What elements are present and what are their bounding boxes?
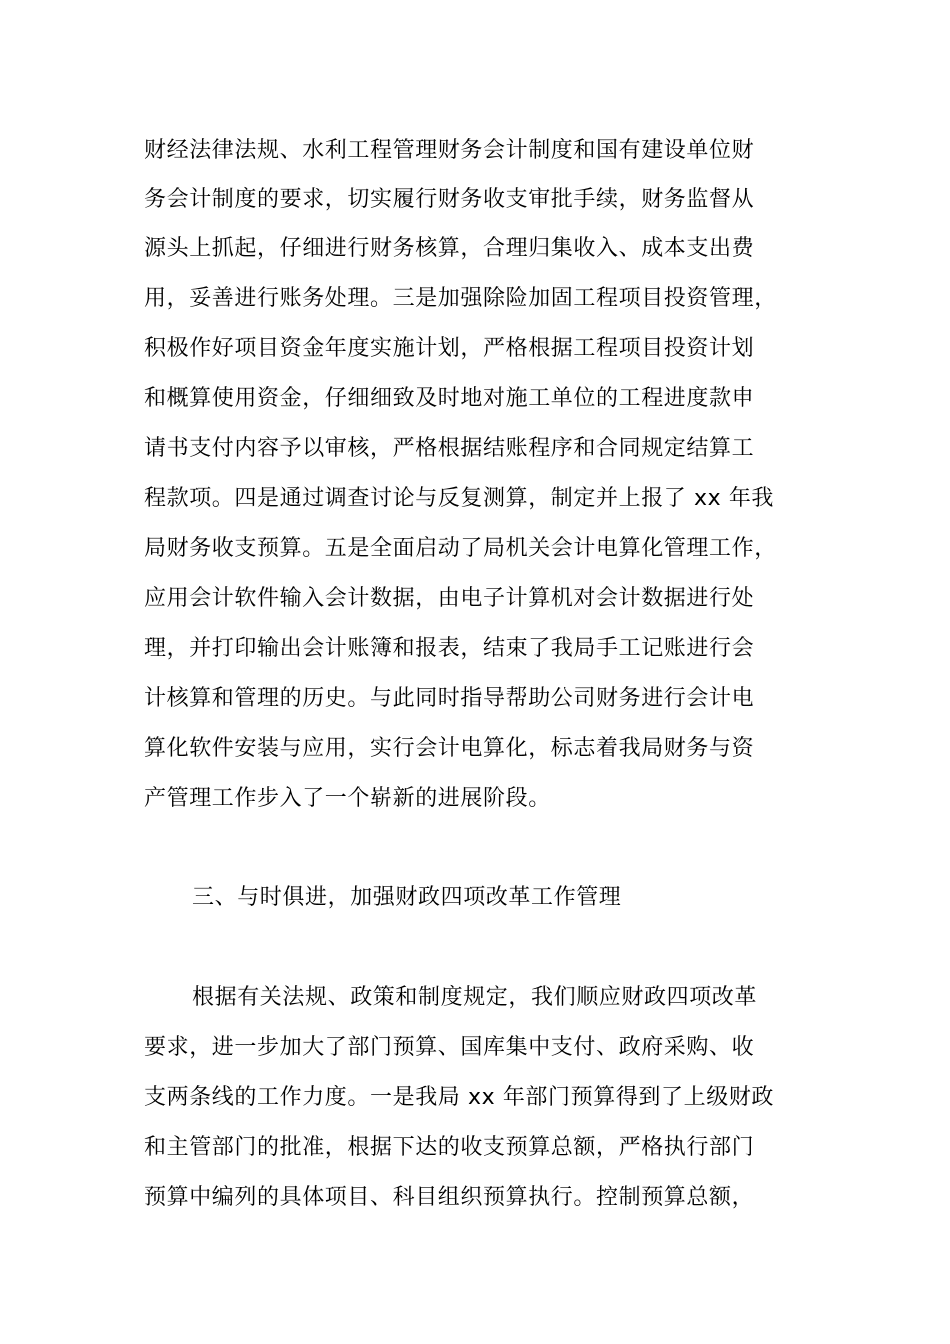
paragraph-1-line: 财经法律法规、水利工程管理财务会计制度和国有建设单位财 <box>144 138 755 163</box>
paragraph-1-line: 理，并打印输出会计账簿和报表，结束了我局手工记账进行会 <box>144 636 755 661</box>
section-heading: 三、与时俱进，加强财政四项改革工作管理 <box>192 885 622 910</box>
paragraph-1-line: 务会计制度的要求，切实履行财务收支审批手续，财务监督从 <box>144 187 755 212</box>
paragraph-2-line: 和主管部门的批准，根据下达的收支预算总额，严格执行部门 <box>144 1135 755 1160</box>
paragraph-2-line: 要求，进一步加大了部门预算、国库集中支付、政府采购、收 <box>144 1035 755 1060</box>
paragraph-1-line: 程款项。四是通过调查讨论与反复测算，制定并上报了 xx 年我 <box>144 486 775 511</box>
paragraph-1-line: 积极作好项目资金年度实施计划，严格根据工程项目投资计划 <box>144 336 755 361</box>
paragraph-2-line: 支两条线的工作力度。一是我局 xx 年部门预算得到了上级财政 <box>144 1085 775 1110</box>
paragraph-1-line: 请书支付内容予以审核，严格根据结账程序和合同规定结算工 <box>144 436 755 461</box>
paragraph-1-line: 源头上抓起，仔细进行财务核算，合理归集收入、成本支出费 <box>144 236 755 261</box>
paragraph-1-line: 应用会计软件输入会计数据，由电子计算机对会计数据进行处 <box>144 586 755 611</box>
paragraph-1-line: 和概算使用资金，仔细细致及时地对施工单位的工程进度款申 <box>144 386 755 411</box>
paragraph-1-line: 用，妥善进行账务处理。三是加强除险加固工程项目投资管理， <box>144 286 777 311</box>
paragraph-1-line: 计核算和管理的历史。与此同时指导帮助公司财务进行会计电 <box>144 686 755 711</box>
paragraph-1-line: 产管理工作步入了一个崭新的进展阶段。 <box>144 786 551 811</box>
paragraph-1-line: 算化软件安装与应用，实行会计电算化，标志着我局财务与资 <box>144 736 755 761</box>
paragraph-2-line: 根据有关法规、政策和制度规定，我们顺应财政四项改革 <box>192 985 758 1010</box>
paragraph-2-line: 预算中编列的具体项目、科目组织预算执行。控制预算总额， <box>144 1185 755 1210</box>
paragraph-1-line: 局财务收支预算。五是全面启动了局机关会计电算化管理工作， <box>144 536 777 561</box>
